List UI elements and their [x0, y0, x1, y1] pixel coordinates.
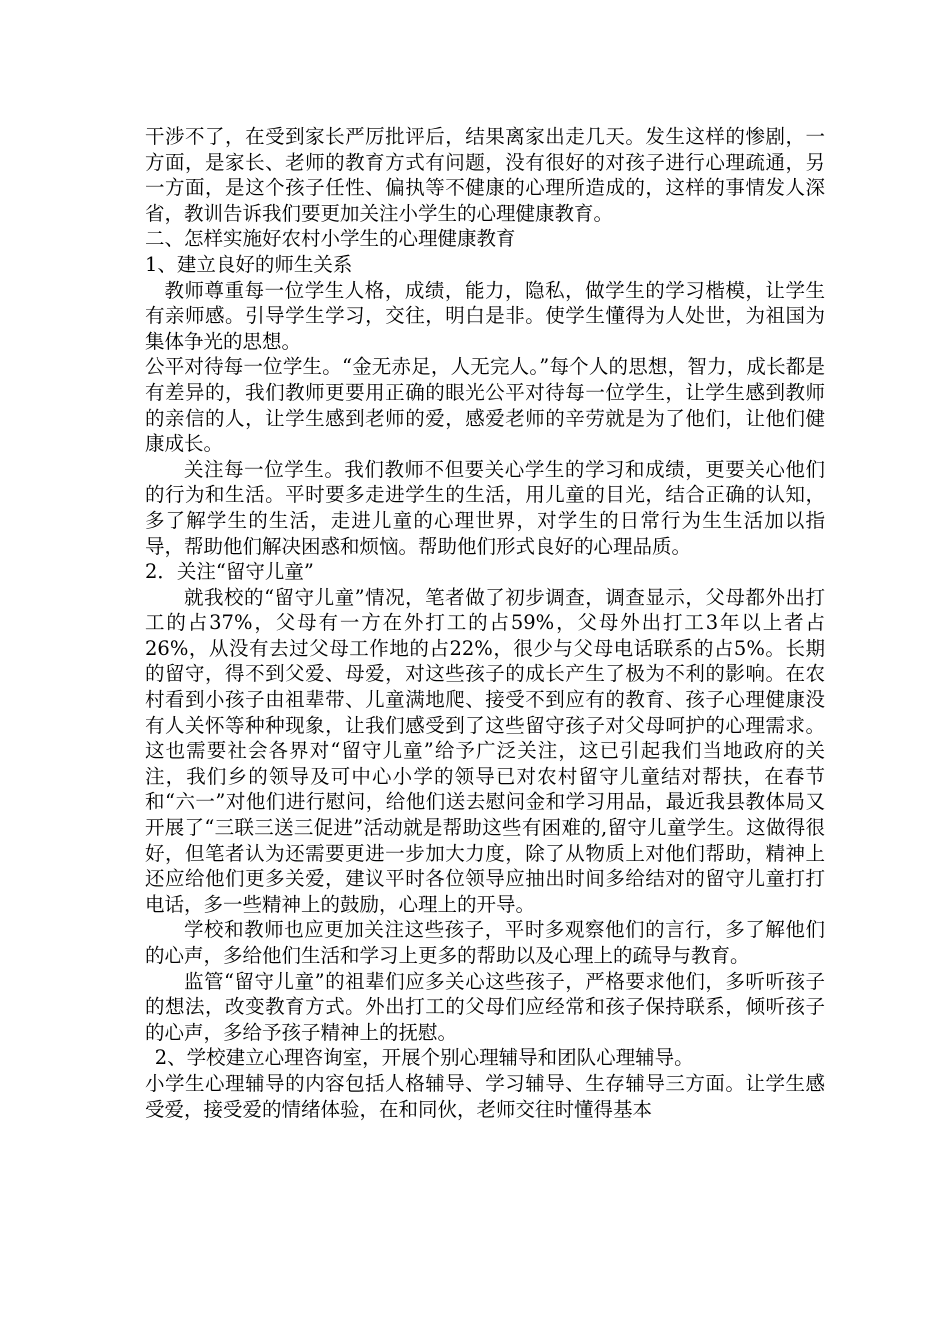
- paragraph: 关注每一位学生。我们教师不但要关心学生的学习和成绩，更要关心他们的行为和生活。平时要多走进学生的生活，用儿童的目光，结合正确的认知，多了解学生的生活，走进儿童的心理世界，对学生的日常行为生生活加以指导，帮助他们解决困惑和烦恼。帮助他们形式良好的心理品质。: [145, 457, 825, 558]
- subsection-heading: 1、建立良好的师生关系: [145, 252, 353, 276]
- paragraph-continued: 干涉不了，在受到家长严厉批评后，结果离家出走几天。发生这样的惨剧，一方面，是家长、老师的教育方式有问题，没有很好的对孩子进行心理疏通，另一方面，是这个孩子任性、偏执等不健康的心理所造成的，这样的事情发人深省，教训告诉我们要更加关注小学生的心理健康教育。: [145, 125, 825, 225]
- paragraph: 教师尊重每一位学生人格，成绩，能力，隐私，做学生的学习楷模，让学生有亲师感。引导学生学习，交往，明白是非。使学生懂得为人处世，为祖国为集体争光的思想。: [145, 278, 825, 353]
- subsection-heading: 2、学校建立心理咨询室，开展个别心理辅导和团队心理辅导。: [154, 1046, 694, 1070]
- document-body: [145, 124, 825, 1122]
- subsection-heading: 2．关注“留守儿童”: [145, 560, 314, 584]
- paragraph: 公平对待每一位学生。“金无赤足，人无完人。”每个人的思想，智力，成长都是有差异的，我们教师更要用正确的眼光公平对待每一位学生，让学生感到教师的亲信的人，让学生感到老师的爱，感爱老师的辛劳就是为了他们，让他们健康成长。: [145, 355, 825, 456]
- paragraph: 监管“留守儿童”的祖辈们应多关心这些孩子，严格要求他们，多听听孩子的想法，改变教育方式。外出打工的父母们应经常和孩子保持联系，倾听孩子的心声，多给予孩子精神上的抚慰。: [145, 969, 825, 1044]
- paragraph: 学校和教师也应更加关注这些孩子，平时多观察他们的言行，多了解他们的心声，多给他们生活和学习上更多的帮助以及心理上的疏导与教育。: [145, 918, 825, 967]
- paragraph: 就我校的“留守儿童”情况，笔者做了初步调查，调查显示，父母都外出打工的占37%，父母有一方在外打工的占59%，父母外出打工3年以上者占26%，从没有去过父母工作地的占22%，很少与父母电话联系的占5%。长期的留守，得不到父爱、母爱，对这些孩子的成长产生了极为不利的影响。在农村看到小孩子由祖辈带、儿童满地爬、接受不到应有的教育、孩子心理健康没有人关怀等种种现象，让我们感受到了这些留守孩子对父母呵护的心理需求。这也需要社会各界对“留守儿童”给予广泛关注，这已引起我们当地政府的关注，我们乡的领导及可中心小学的领导已对农村留守儿童结对帮扶，在春节和“六一”对他们进行慰问，给他们送去慰问金和学习用品，最近我县教体局又开展了“三联三送三促进”活动就是帮助这些有困难的,留守儿童学生。这做得很好，但笔者认为还需要更进一步加大力度，除了从物质上对他们帮助，精神上还应给他们更多关爱，建议平时各位领导应抽出时间多给结对的留守儿童打打电话，多一些精神上的鼓励，心理上的开导。: [145, 585, 825, 916]
- section-heading: 二、怎样实施好农村小学生的心理健康教育: [145, 227, 516, 251]
- paragraph: 小学生心理辅导的内容包括人格辅导、学习辅导、生存辅导三方面。让学生感受爱，接受爱的情绪体验，在和同伙，老师交往时懂得基本: [145, 1071, 825, 1121]
